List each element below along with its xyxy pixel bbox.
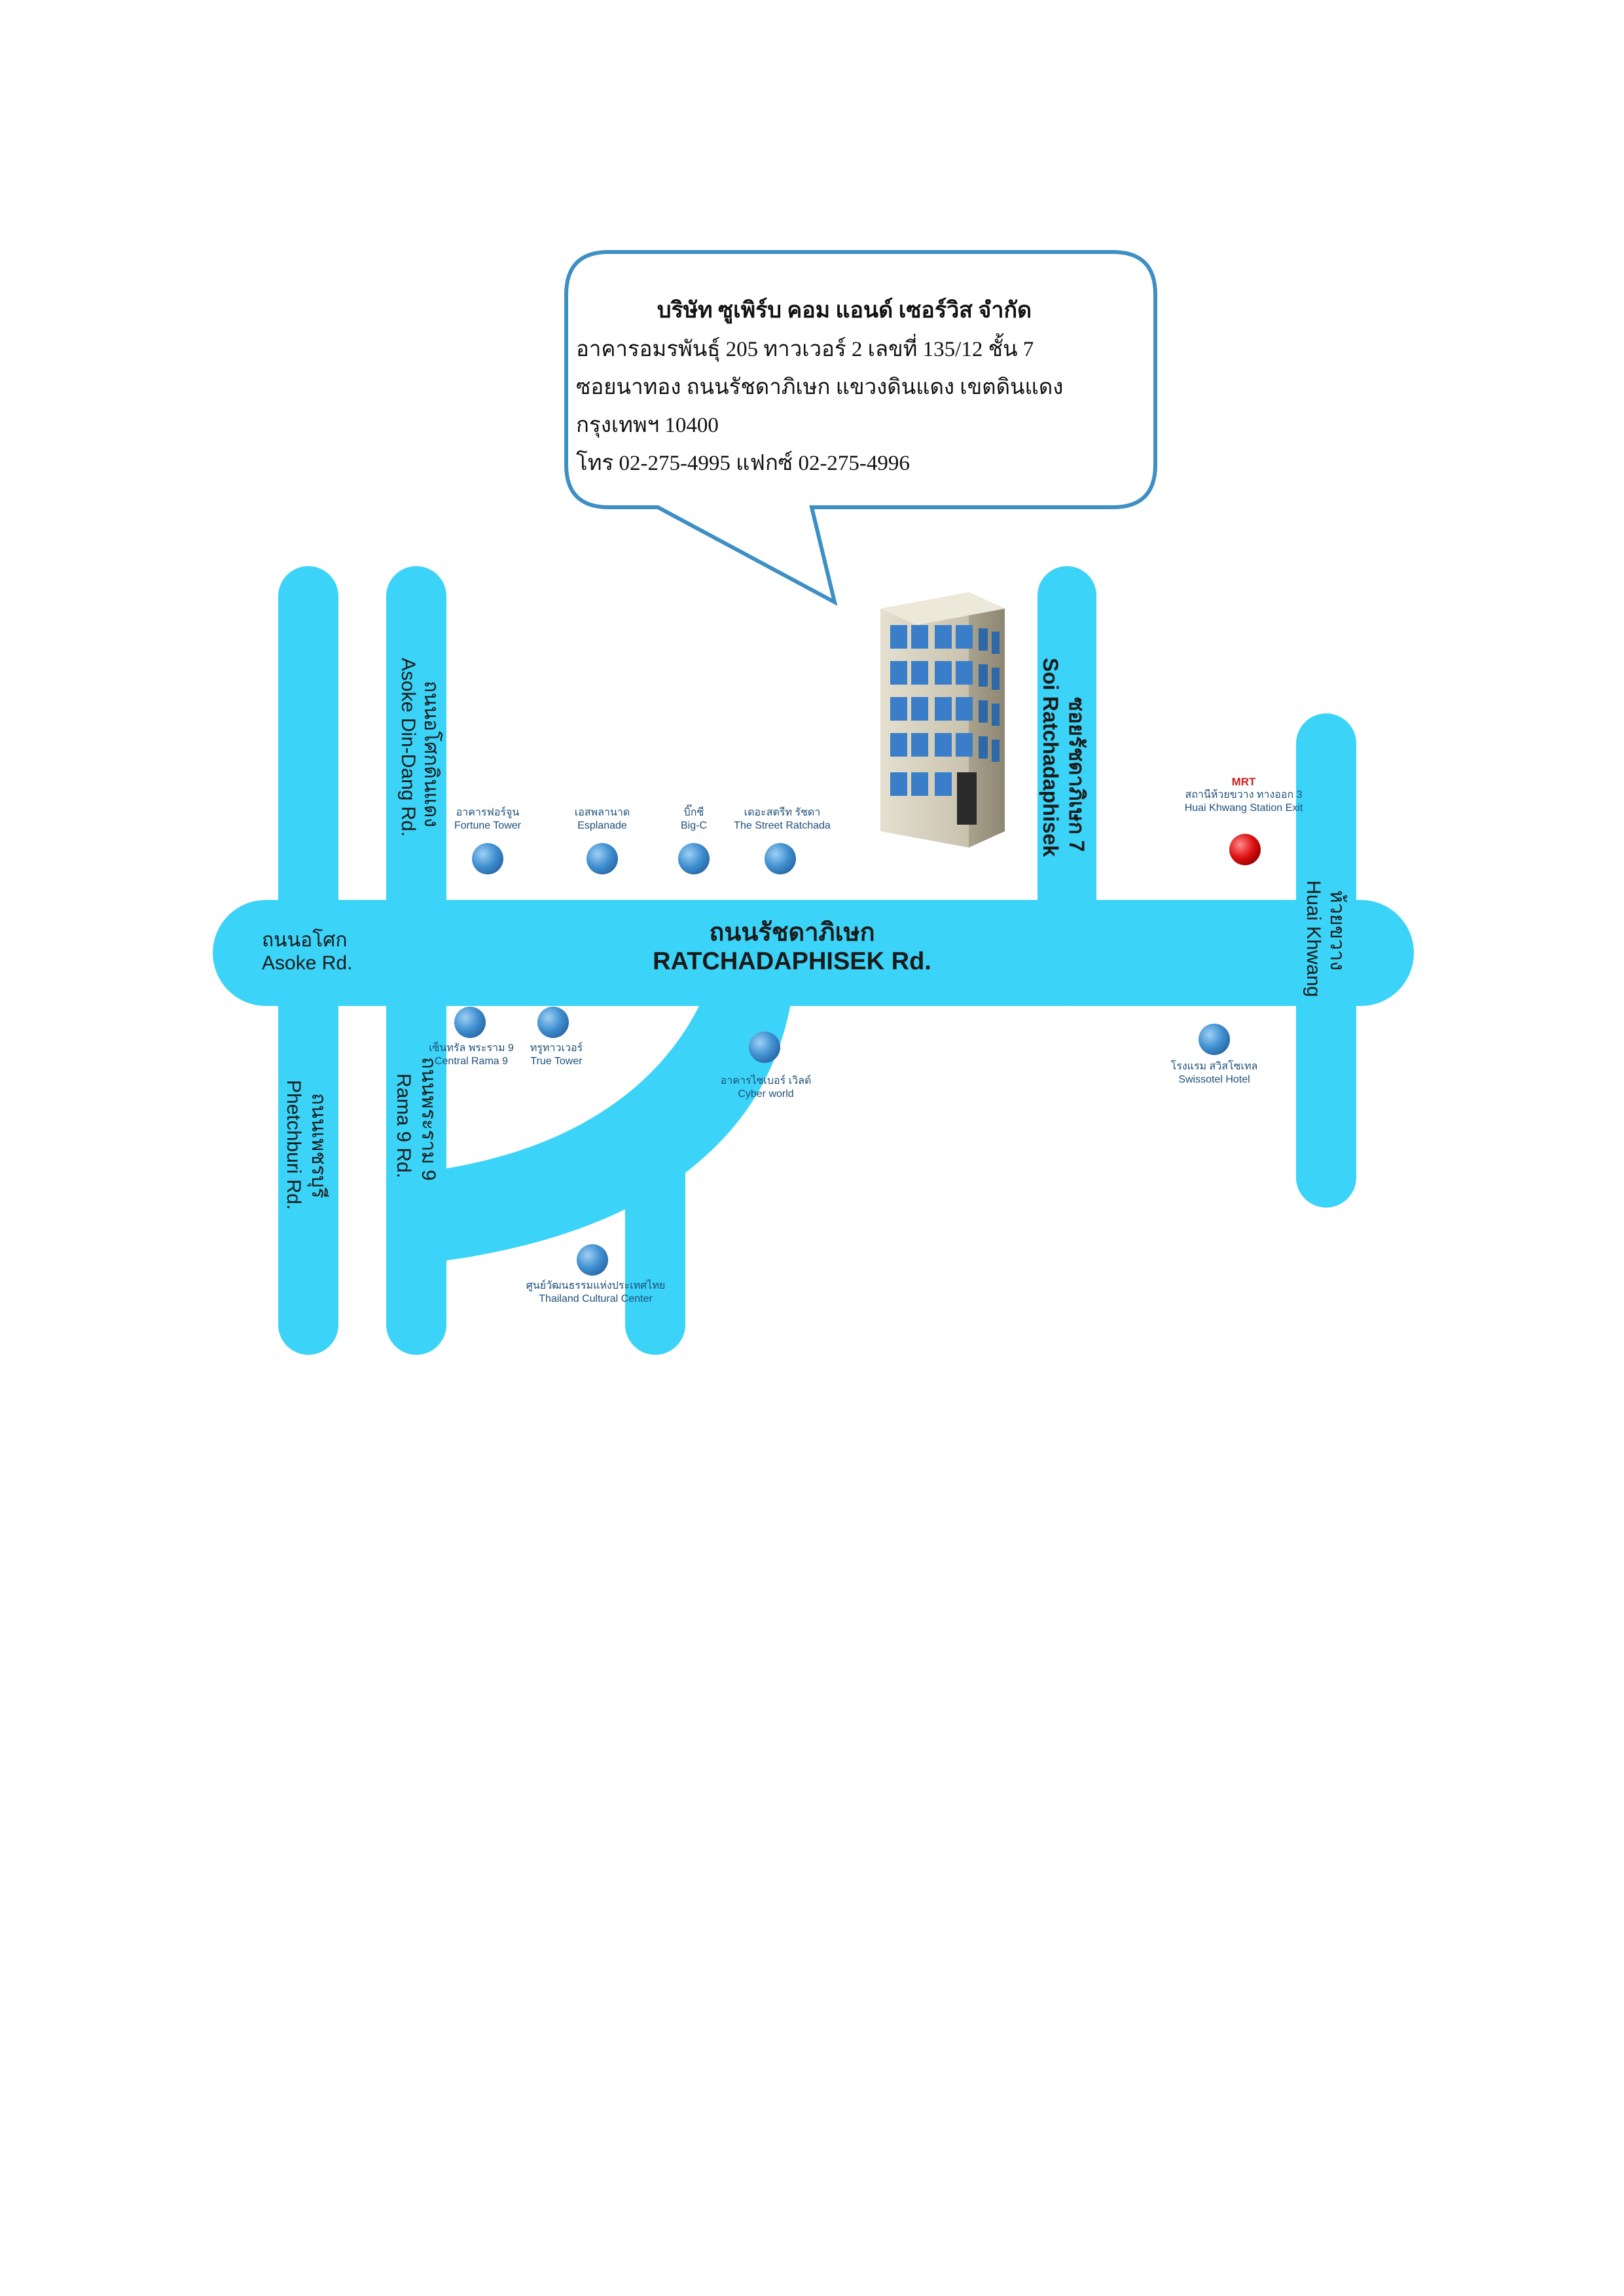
ratchadaphisek-road-label-en: RATCHADAPHISEK Rd. [653,948,931,975]
cultural-center-label [517,1280,674,1306]
true-tower-label-en: True Tower [530,1056,583,1067]
office-building-icon [880,592,1005,848]
phetchburi-road-label-en: Phetchburi Rd. [283,1080,304,1210]
big-c-label-en: Big-C [680,820,707,831]
the-street-label [727,806,838,833]
mrt-station-label [1165,776,1322,815]
huai-khwang-road-label-th: ห้วยขวาง [1326,890,1348,971]
cyber-world-label-th: อาคารไซเบอร์ เวิลด์ [720,1075,812,1086]
asoke-din-daeng-road-label-en: Asoke Din-Dang Rd. [397,658,419,837]
cyber-world-label-en: Cyber world [738,1088,794,1100]
big-c-label-th: บิ๊กซี [683,807,704,818]
the-street-label-th: เดอะสตรีท รัชดา [744,807,821,818]
asoke-road-label-th: ถนนอโศก [262,929,348,951]
the-street-label-en: The Street Ratchada [734,820,831,831]
swissotel-label-en: Swissotel Hotel [1178,1074,1250,1085]
fortune-tower-label-th: อาคารฟอร์จูน [456,807,520,818]
fortune-tower-label-en: Fortune Tower [454,820,521,831]
soi-ratchadaphisek-7-label-th: ซอยรัชดาภิเษก 7 [1065,697,1089,852]
mrt-station-label-en: Huai Khwang Station Exit [1184,802,1303,814]
fortune-tower-marker [472,843,503,874]
company-address-block [576,291,1152,482]
contact-line: โทร 02-275-4995 แฟกซ์ 02-275-4996 [576,452,910,475]
address-line-2: ซอยนาทอง ถนนรัชดาภิเษก แขวงดินแดง เขตดินแดง [576,376,1064,399]
mrt-huai-khwang-marker [1229,834,1261,865]
cultural-center-label-en: Thailand Cultural Center [539,1293,653,1304]
esplanade-label-th: เอสพลานาด [574,807,630,818]
central-rama9-label [429,1042,514,1068]
company-name: บริษัท ซูเพิร์บ คอม แอนด์ เซอร์วิส จำกัด [657,298,1032,323]
asoke-road-label-en: Asoke Rd. [262,952,353,974]
swissotel-label-th: โรงแรม สวิสโซเทล [1170,1061,1258,1072]
cyber-world-marker [749,1031,780,1063]
swissotel-marker [1199,1024,1230,1055]
fortune-tower-label [442,806,533,833]
mrt-tag: MRT [1231,776,1256,788]
address-line-3: กรุงเทพฯ 10400 [576,414,719,437]
asoke-din-daeng-road-label-th: ถนนอโศกดินแดง [420,681,442,827]
central-rama9-label-en: Central Rama 9 [434,1056,509,1067]
esplanade-marker [586,843,618,874]
central-rama9-marker [454,1007,486,1038]
address-line-1: อาคารอมรพันธุ์ 205 ทาวเวอร์ 2 เลขที่ 135/12 ชั้น 7 [576,338,1034,361]
rama9-road-label-en: Rama 9 Rd. [393,1073,414,1179]
big-c-label [661,806,727,833]
cultural-center-marker [577,1244,608,1276]
true-tower-label [520,1042,592,1068]
cultural-center-label-th: ศูนย์วัฒนธรรมแห่งประเทศไทย [526,1280,666,1291]
big-c-marker [678,843,710,874]
the-street-marker [765,843,796,874]
rama9-road-label-th: ถนนพระราม 9 [418,1057,439,1181]
esplanade-label-en: Esplanade [577,820,627,831]
central-rama9-label-th: เซ็นทรัล พระราม 9 [429,1043,514,1054]
phetchburi-road-label-th: ถนนเพชรบุรี [308,1093,329,1198]
soi-ratchadaphisek-7-label-en: Soi Ratchadaphisek [1039,658,1062,857]
huai-khwang-road-label-en: Huai Khwang [1303,880,1324,997]
ratchadaphisek-road-label-th: ถนนรัชดาภิเษก [709,919,875,946]
esplanade-label [563,806,641,833]
swissotel-label [1162,1060,1267,1086]
mrt-station-label-th: สถานีห้วยขวาง ทางออก 3 [1185,789,1303,800]
true-tower-marker [537,1007,569,1038]
true-tower-label-th: ทรูทาวเวอร์ [530,1043,583,1054]
cyber-world-label [710,1075,821,1101]
